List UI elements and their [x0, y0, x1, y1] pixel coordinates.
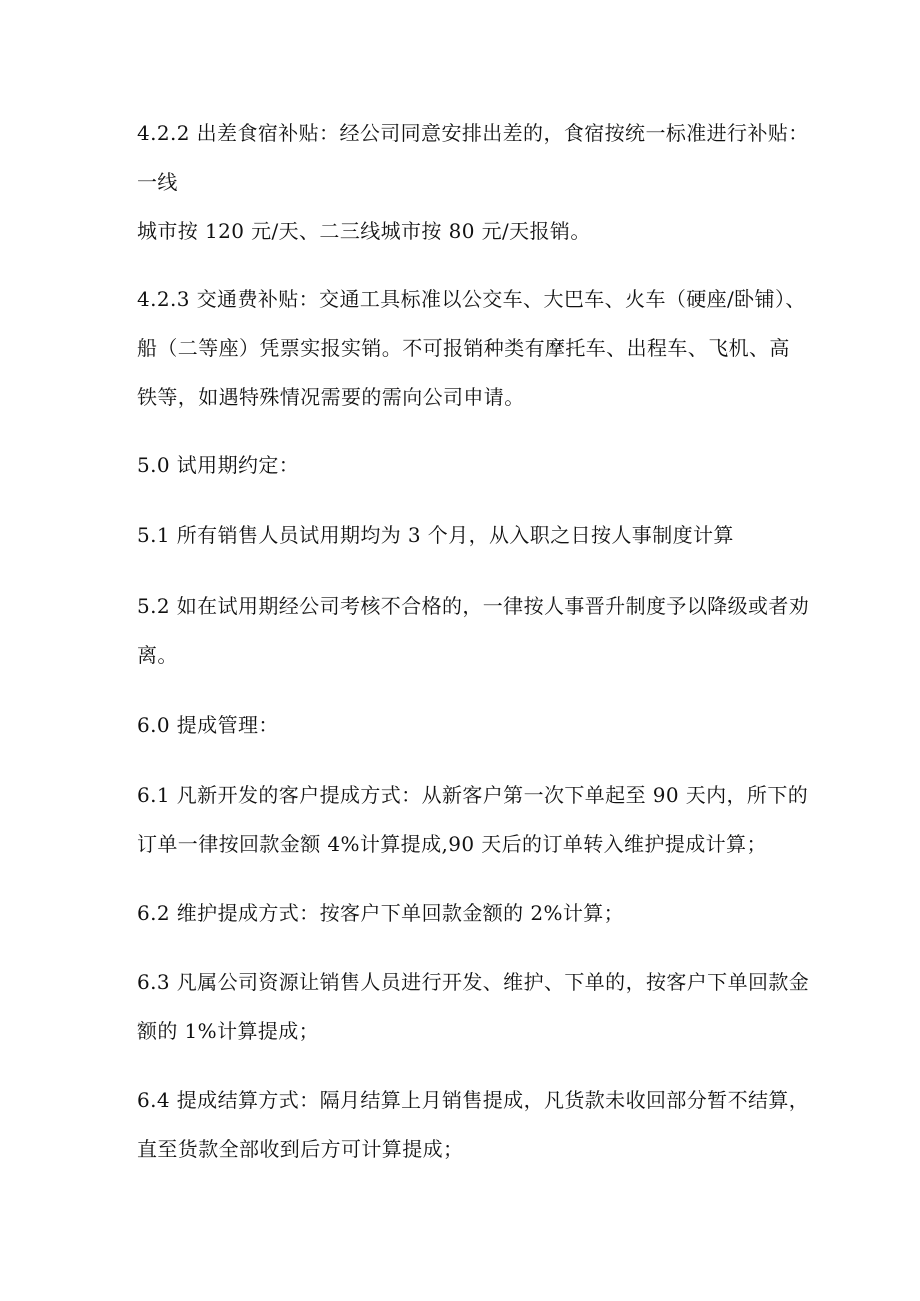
text-line: 额的 1%计算提成；: [137, 1019, 320, 1043]
section-heading: 5.0 试用期约定：: [137, 453, 300, 477]
text-line: 6.1 凡新开发的客户提成方式：从新客户第一次下单起至 90 天内，所下的: [137, 783, 809, 807]
text-line: 6.3 凡属公司资源让销售人员进行开发、维护、下单的，按客户下单回款金: [137, 970, 810, 994]
text-line: 订单一律按回款金额 4%计算提成,90 天后的订单转入维护提成计算；: [137, 832, 767, 856]
text-line: 4.2.2 出差食宿补贴：经公司同意安排出差的，食宿按统一标准进行补贴：: [137, 121, 809, 145]
text-line: 直至货款全部收到后方可计算提成；: [137, 1137, 464, 1161]
text-line: 离。: [137, 643, 178, 667]
text-line: 船（二等座）凭票实报实销。不可报销种类有摩托车、出程车、飞机、高: [137, 336, 790, 360]
section-heading: 6.0 提成管理：: [137, 713, 279, 737]
text-line: 城市按 120 元/天、二三线城市按 80 元/天报销。: [137, 219, 591, 243]
text-line: 铁等，如遇特殊情况需要的需向公司申请。: [137, 385, 525, 409]
text-line: 6.2 维护提成方式：按客户下单回款金额的 2%计算；: [137, 901, 625, 925]
text-line: 5.1 所有销售人员试用期均为 3 个月，从入职之日按人事制度计算: [137, 523, 734, 547]
text-line: 4.2.3 交通费补贴：交通工具标准以公交车、大巴车、火车（硬座/卧铺）、: [137, 287, 806, 311]
text-line: 6.4 提成结算方式：隔月结算上月销售提成，凡货款未收回部分暂不结算，: [137, 1088, 810, 1112]
text-line: 一线: [137, 170, 178, 194]
text-line: 5.2 如在试用期经公司考核不合格的，一律按人事晋升制度予以降级或者劝: [137, 594, 810, 618]
